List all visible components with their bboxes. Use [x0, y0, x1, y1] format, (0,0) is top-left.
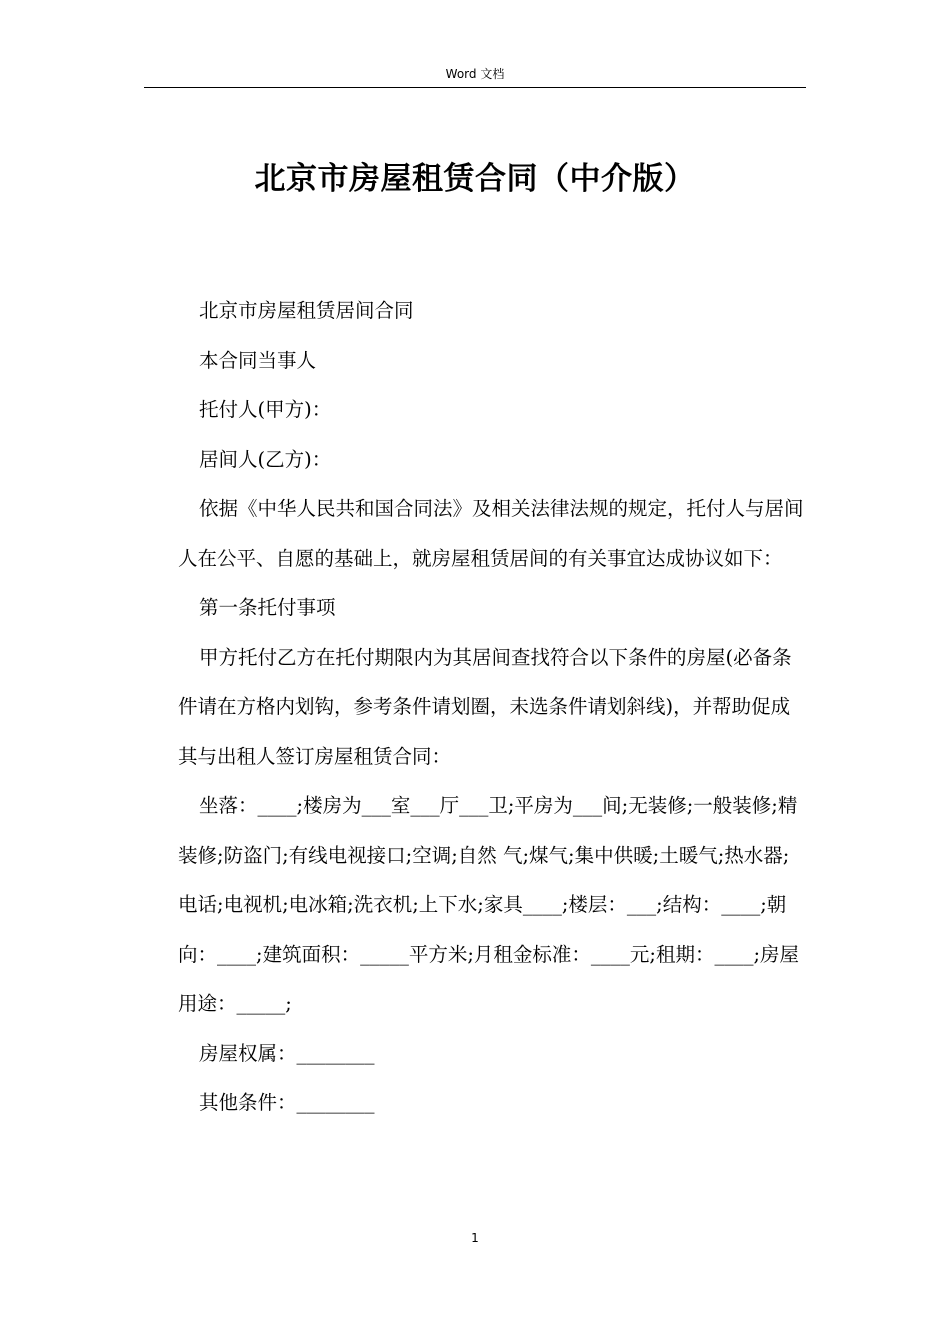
- paragraph-party-a: 托付人(甲方)：: [199, 398, 332, 421]
- document-body: [178, 286, 806, 1128]
- paragraph-property-conditions: 坐落：____;楼房为___室___厅___卫;平房为___间;无装修;一般装修;精装修;防盗门;有线电视接口;空调;自然 气;煤气;集中供暖;土暖气;热水器;电话;电视机;电冰箱;洗衣机;上下水;家具____;楼层：___;结构：____;朝向：____;建筑面积：_____平方米;月租金标准：____元;租期：____;房屋用途：_____;: [178, 794, 800, 1015]
- paragraph-article-one-body: 甲方托付乙方在托付期限内为其居间查找符合以下条件的房屋(必备条件请在方格内划钩，参考条件请划圈，未选条件请划斜线)，并帮助促成其与出租人签订房屋租赁合同：: [178, 645, 792, 768]
- page-header-label: Word 文档: [445, 67, 505, 81]
- page-number: 1: [471, 1231, 479, 1245]
- paragraph-party-b: 居间人(乙方)：: [199, 447, 332, 471]
- paragraph-article-one-heading: 第一条托付事项: [199, 596, 336, 619]
- paragraph-property-ownership: 房屋权属：________: [199, 1041, 375, 1065]
- header-divider: [144, 87, 806, 88]
- paragraph-preamble: 依据《中华人民共和国合同法》及相关法律法规的规定，托付人与居间人在公平、自愿的基础上，就房屋租赁居间的有关事宜达成协议如下：: [178, 497, 804, 570]
- document-title: 北京市房屋租赁合同（中介版）: [254, 161, 696, 197]
- paragraph-parties-heading: 本合同当事人: [199, 348, 317, 372]
- paragraph-contract-name: 北京市房屋租赁居间合同: [199, 299, 414, 322]
- paragraph-other-conditions: 其他条件：________: [199, 1091, 375, 1114]
